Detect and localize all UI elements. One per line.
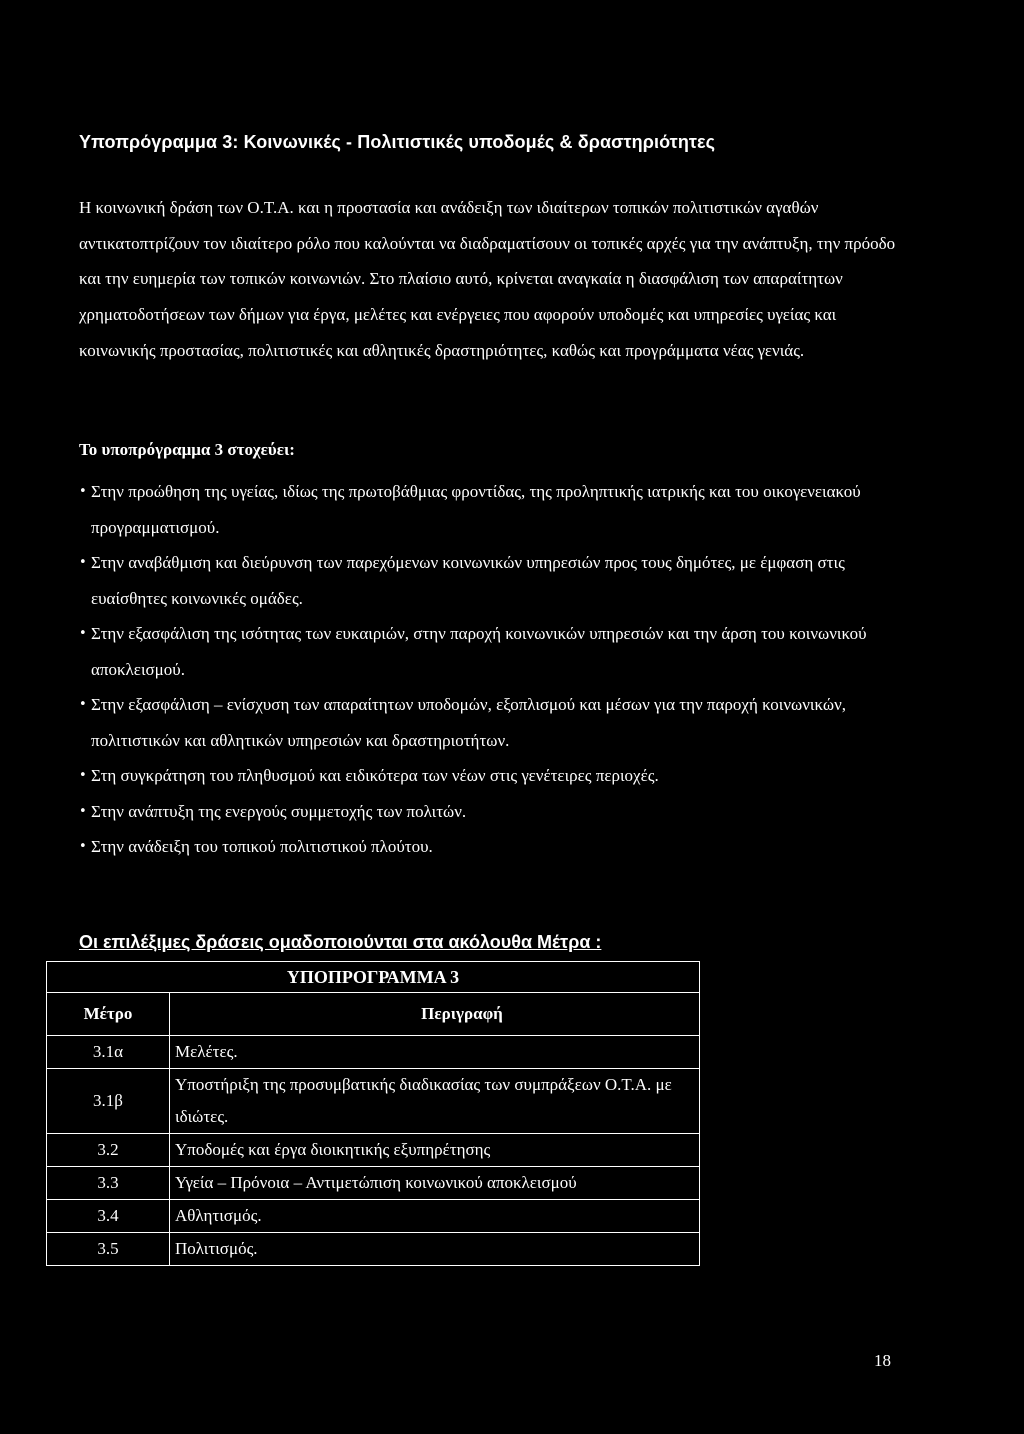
measure-code: 3.4 — [47, 1200, 170, 1233]
goals-list — [79, 474, 879, 865]
measure-description: Αθλητισμός. — [170, 1200, 700, 1233]
measure-code: 3.2 — [47, 1134, 170, 1167]
measure-code: 3.3 — [47, 1167, 170, 1200]
measure-description: Υγεία – Πρόνοια – Αντιμετώπιση κοινωνικού αποκλεισμού — [170, 1167, 700, 1200]
section-heading: Υποπρόγραμμα 3: Κοινωνικές - Πολιτιστικές υποδομές & δραστηριότητες — [79, 132, 716, 152]
table-title-row — [47, 962, 700, 993]
measure-code: 3.5 — [47, 1233, 170, 1266]
goal-item: • Στην εξασφάλιση – ενίσχυση των απαραίτητων υποδομών, εξοπλισμού και μέσων για την παροχή κοινωνικών, πολιτιστικών και αθλητικών υπηρεσιών και δραστηριοτήτων. — [79, 687, 879, 758]
header-measure: Μέτρο — [47, 993, 170, 1036]
goal-item: • Στην εξασφάλιση της ισότητας των ευκαιριών, στην παροχή κοινωνικών υπηρεσιών και την άρση του κοινωνικού αποκλεισμού. — [79, 616, 879, 687]
goal-item: • Στη συγκράτηση του πληθυσμού και ειδικότερα των νέων στις γενέτειρες περιοχές. — [79, 758, 879, 794]
table-title-cell: ΥΠΟΠΡΟΓΡΑΜΜΑ 3 — [47, 962, 700, 993]
intro-paragraph — [79, 190, 899, 369]
goal-item: • Στην ανάδειξη του τοπικού πολιτιστικού πλούτου. — [79, 829, 879, 865]
measure-description: Μελέτες. — [170, 1036, 700, 1069]
measure-code: 3.1β — [47, 1069, 170, 1134]
table-row — [47, 1134, 700, 1167]
goal-item: • Στην ανάπτυξη της ενεργούς συμμετοχής των πολιτών. — [79, 794, 879, 830]
measures-table — [46, 961, 700, 1266]
header-description: Περιγραφή — [170, 993, 700, 1036]
goals-title: Το υποπρόγραμμα 3 στοχεύει: — [79, 440, 295, 459]
page-number: 18 — [874, 1351, 891, 1370]
measure-code: 3.1α — [47, 1036, 170, 1069]
table-row — [47, 1200, 700, 1233]
table-row — [47, 1069, 700, 1134]
table-row — [47, 1167, 700, 1200]
goal-item: • Στην προώθηση της υγείας, ιδίως της πρωτοβάθμιας φροντίδας, της προληπτικής ιατρικής και του οικογενειακού προγραμματισμού. — [79, 474, 879, 545]
table-row — [47, 1233, 700, 1266]
table-row — [47, 1036, 700, 1069]
measure-description: Πολιτισμός. — [170, 1233, 700, 1266]
measure-description: Υποδομές και έργα διοικητικής εξυπηρέτησης — [170, 1134, 700, 1167]
goal-item: • Στην αναβάθμιση και διεύρυνση των παρεχόμενων κοινωνικών υπηρεσιών προς τους δημότες, με έμφαση στις ευαίσθητες κοινωνικές ομάδες. — [79, 545, 879, 616]
intro-text: Η κοινωνική δράση των Ο.Τ.Α. και η προστασία και ανάδειξη των ιδιαίτερων τοπικών πολιτιστικών αγαθών αντικατοπτρίζουν τον ιδιαίτερο ρόλο που καλούνται να διαδραματίσουν οι τοπικές αρχές για την ανάπτυξη, την πρόοδο και την ευημερία των τοπικών κοινωνιών. Στο πλαίσιο αυτό, κρίνεται αναγκαία η διασφάλιση των απαραίτητων χρηματοδοτήσεων των δήμων για έργα, μελέτες και ενέργειες που αφορούν υποδομές και υπηρεσίες υγείας και κοινωνικής προστασίας, πολιτιστικές και αθλητικές δραστηριότητες, καθώς και προγράμματα νέας γενιάς. — [79, 198, 896, 360]
table-header-row — [47, 993, 700, 1036]
measures-table-title: Οι επιλέξιμες δράσεις ομαδοποιούνται στα ακόλουθα Μέτρα : — [79, 932, 602, 952]
measure-description: Υποστήριξη της προσυμβατικής διαδικασίας των συμπράξεων Ο.Τ.Α. με ιδιώτες. — [170, 1069, 700, 1134]
